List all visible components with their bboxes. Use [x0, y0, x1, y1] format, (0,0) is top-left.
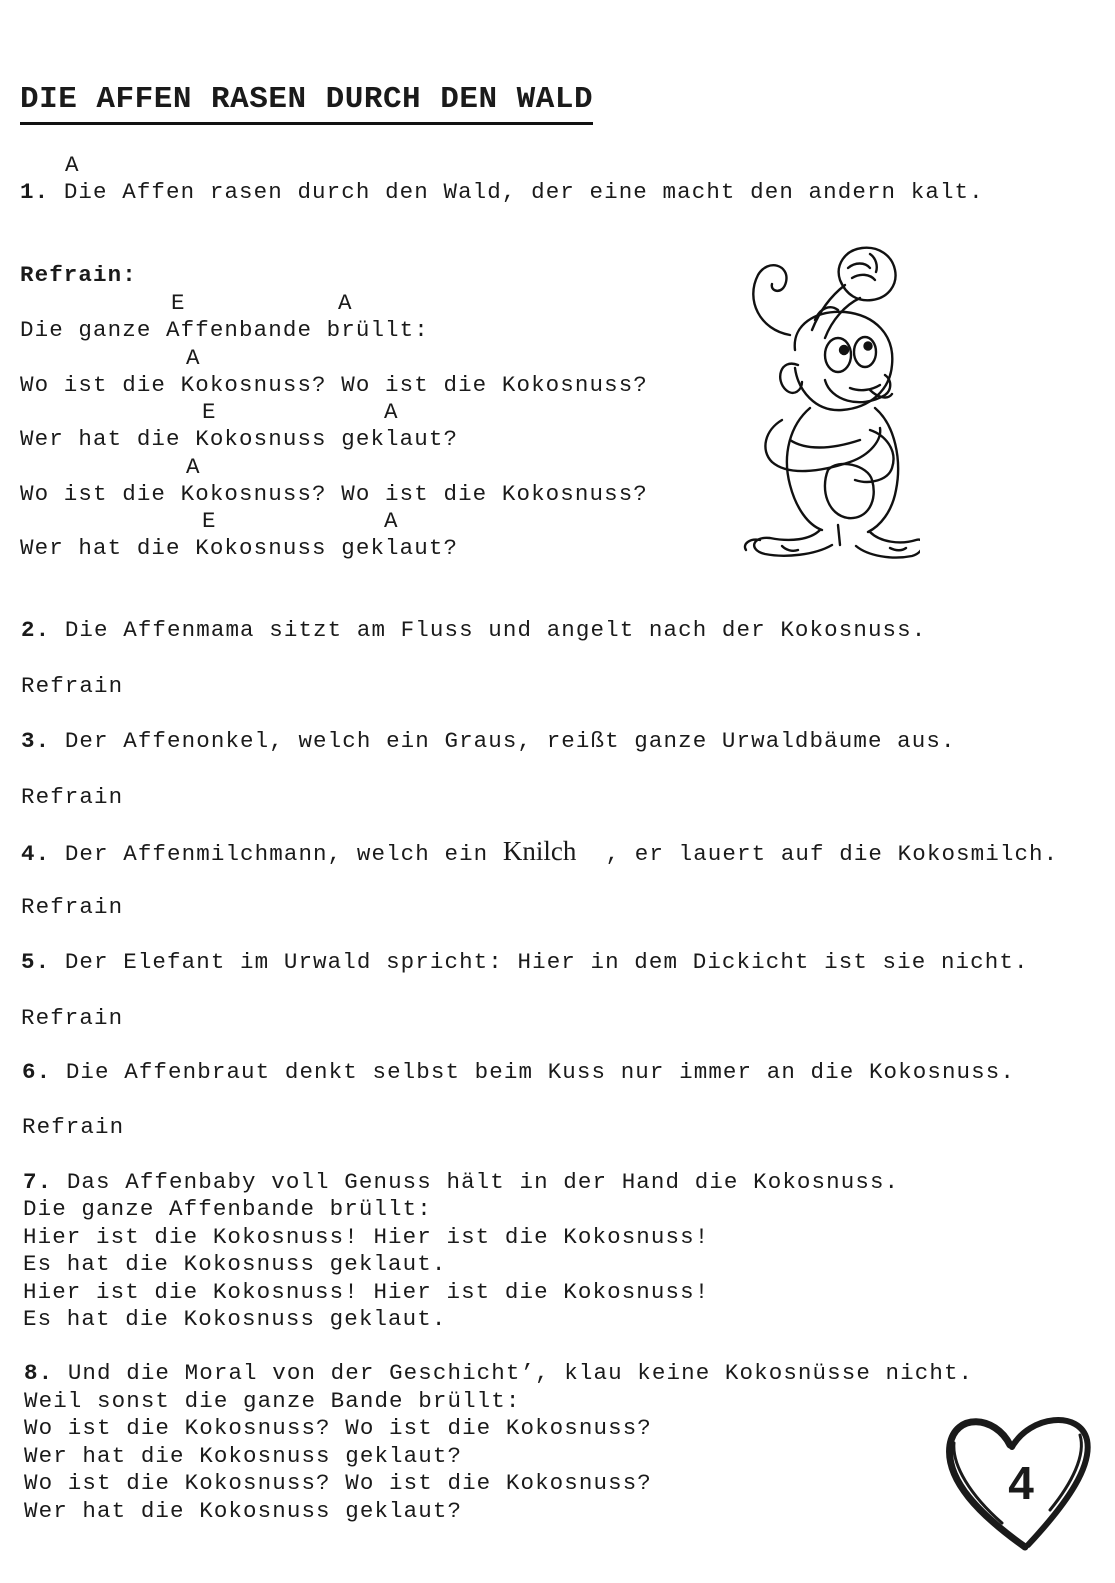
verse-text: , er lauert auf die Kokosmilch. — [576, 841, 1059, 867]
verse-number: 2. — [21, 617, 51, 643]
page-number: 4 — [1008, 1457, 1034, 1509]
monkey-illustration — [720, 240, 920, 570]
refrain-line: Wo ist die Kokosnuss? Wo ist die Kokosnuss? — [20, 481, 648, 507]
verse-line: Weil sonst die ganze Bande brüllt: — [24, 1388, 521, 1414]
chord: A — [384, 508, 399, 534]
verse-line: Die ganze Affenbande brüllt: — [23, 1196, 432, 1222]
verse-text: Und die Moral von der Geschicht’, klau keine Kokosnüsse nicht. — [53, 1360, 974, 1386]
verse-text: Die Affenbraut denkt selbst beim Kuss nur immer an die Kokosnuss. — [51, 1059, 1015, 1085]
chord-verse1: A — [65, 152, 80, 178]
verse-8 — [24, 1360, 973, 1387]
chord: A — [384, 399, 399, 425]
verse-4 — [21, 838, 1058, 868]
verse-number: 6. — [22, 1059, 52, 1085]
verse-number: 5. — [21, 949, 51, 975]
verse-line: Hier ist die Kokosnuss! Hier ist die Kokosnuss! — [23, 1279, 710, 1305]
refrain-line: Wo ist die Kokosnuss? Wo ist die Kokosnuss? — [20, 372, 648, 398]
verse-text: Der Elefant im Urwald spricht: Hier in dem Dickicht ist sie nicht. — [50, 949, 1029, 975]
refrain-reference: Refrain — [21, 894, 124, 920]
verse-number: 7. — [23, 1169, 53, 1195]
verse-number: 1. — [20, 179, 50, 205]
refrain-reference: Refrain — [21, 1005, 124, 1031]
refrain-label: Refrain: — [20, 262, 137, 288]
chord: A — [186, 454, 201, 480]
verse-line: Wo ist die Kokosnuss? Wo ist die Kokosnuss? — [24, 1470, 652, 1496]
refrain-line: Die ganze Affenbande brüllt: — [20, 317, 429, 343]
verse-1 — [20, 179, 984, 206]
verse-line: Wo ist die Kokosnuss? Wo ist die Kokosnuss? — [24, 1415, 652, 1441]
verse-text: Der Affenmilchmann, welch ein — [50, 841, 503, 867]
verse-number: 3. — [21, 728, 51, 754]
chord: E — [171, 290, 186, 316]
handwritten-word: Knilch — [502, 836, 577, 866]
refrain-line: Wer hat die Kokosnuss geklaut? — [20, 426, 459, 452]
verse-7 — [23, 1169, 899, 1196]
verse-5 — [21, 949, 1029, 976]
verse-line: Es hat die Kokosnuss geklaut. — [23, 1306, 447, 1332]
refrain-line: Wer hat die Kokosnuss geklaut? — [20, 535, 459, 561]
verse-text: Das Affenbaby voll Genuss hält in der Hand die Kokosnuss. — [52, 1169, 900, 1195]
verse-line: Wer hat die Kokosnuss geklaut? — [24, 1498, 463, 1524]
chord: E — [202, 508, 217, 534]
verse-text: Der Affenonkel, welch ein Graus, reißt ganze Urwaldbäume aus. — [50, 728, 956, 754]
chord: E — [202, 399, 217, 425]
chord: A — [186, 345, 201, 371]
verse-2 — [21, 617, 926, 644]
verse-number: 8. — [24, 1360, 54, 1386]
verse-line: Es hat die Kokosnuss geklaut. — [23, 1251, 447, 1277]
chord: A — [338, 290, 353, 316]
verse-line: Hier ist die Kokosnuss! Hier ist die Kokosnuss! — [23, 1224, 710, 1250]
refrain-reference: Refrain — [21, 784, 124, 810]
verse-3 — [21, 728, 956, 755]
song-title: DIE AFFEN RASEN DURCH DEN WALD — [20, 80, 593, 125]
refrain-reference: Refrain — [21, 673, 124, 699]
verse-6 — [22, 1059, 1015, 1086]
verse-line: Wer hat die Kokosnuss geklaut? — [24, 1443, 463, 1469]
verse-number: 4. — [21, 841, 51, 867]
verse-text: Die Affenmama sitzt am Fluss und angelt nach der Kokosnuss. — [50, 617, 927, 643]
verse-text: Die Affen rasen durch den Wald, der eine macht den andern kalt. — [49, 179, 984, 205]
refrain-reference: Refrain — [22, 1114, 125, 1140]
